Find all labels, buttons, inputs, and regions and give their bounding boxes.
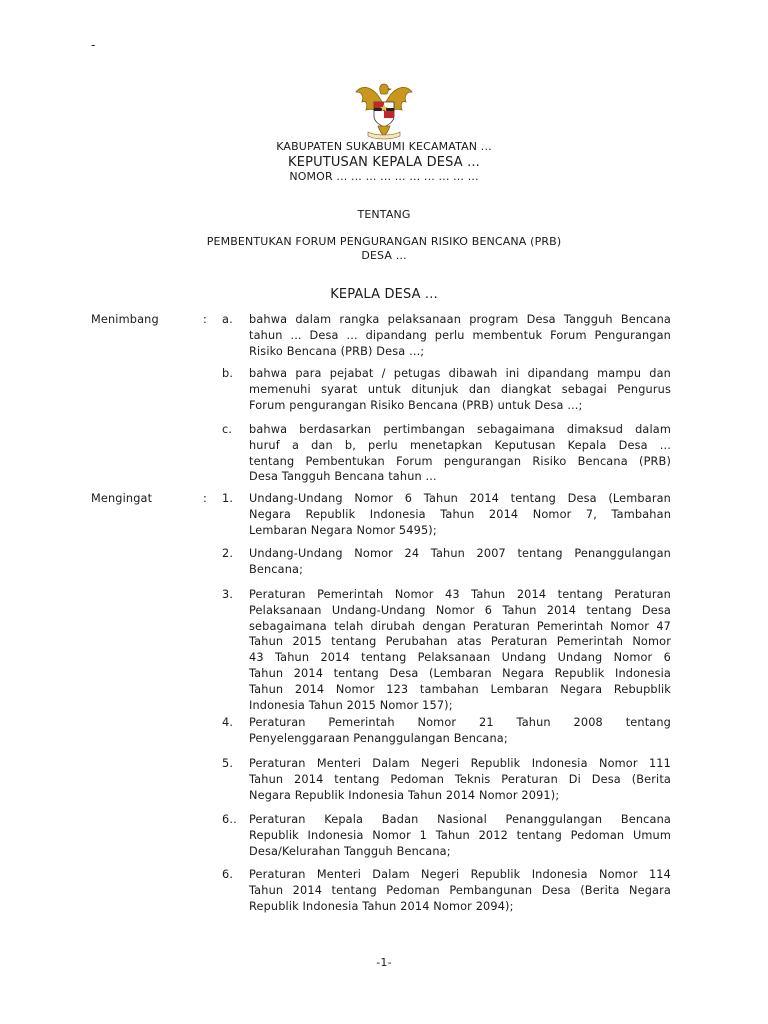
text-line: Forum pengurangan Risiko Bencana (PRB) untuk Desa ...; (249, 398, 583, 412)
text-line: Republik Indonesia Nomor 1 Tahun 2012 tentang Pedoman Umum (249, 828, 671, 842)
nomor-line: NOMOR ... ... ... ... ... ... ... ... ... ... (289, 170, 479, 183)
text-line: Tahun 2014 Nomor 123 tambahan Lembaran Negara Rebupblik (249, 682, 671, 696)
item-marker: 1. (222, 492, 234, 505)
text-line: bahwa para pejabat / petugas dibawah ini dipandang mampu dan (249, 367, 671, 380)
text-line: Lembaran Negara Nomor 5495); (249, 523, 437, 537)
text-line: Peraturan Kepala Badan Nasional Penanggulangan Bencana (249, 813, 671, 826)
item-marker: 2. (222, 547, 234, 560)
item-text (249, 312, 671, 359)
item-marker: 6.. (222, 813, 237, 826)
text-line: Undang-Undang Nomor 24 Tahun 2007 tentang Penanggulangan (249, 547, 671, 560)
item-text (249, 812, 671, 859)
text-line: Desa Tangguh Bencana tahun ... (249, 470, 437, 484)
item-text (249, 546, 671, 578)
item-text (249, 422, 671, 485)
text-line: tahun ... Desa ... dipandang perlu membentuk Forum Pengurangan (249, 328, 671, 342)
mengingat-colon: : (203, 492, 207, 505)
kabupaten-heading: KABUPATEN SUKABUMI KECAMATAN ... (276, 140, 492, 153)
text-line: tentang Pembentukan Forum pengurangan Risiko Bencana (PRB) (249, 454, 671, 468)
item-text (249, 491, 671, 538)
text-line: Tahun 2014 tentang Desa (Lembaran Negara Republik Indonesia (249, 666, 671, 680)
text-line: Negara Republik Indonesia Tahun 2014 Nomor 2091); (249, 788, 560, 802)
item-text (249, 715, 671, 747)
document-title: KEPUTUSAN KEPALA DESA ... (288, 155, 480, 170)
text-line: memenuhi syarat untuk ditunjuk dan diangkat sebagai Pengurus (249, 382, 671, 396)
official-heading: KEPALA DESA ... (330, 287, 438, 302)
text-line: Undang-Undang Nomor 6 Tahun 2014 tentang Desa (Lembaran (249, 492, 671, 505)
text-line: Tahun 2015 tentang Perubahan atas Peraturan Pemerintah Nomor (249, 635, 671, 649)
text-line: Indonesia Tahun 2015 Nomor 157); (249, 698, 453, 712)
text-line: bahwa berdasarkan pertimbangan sebagaimana dimaksud dalam (249, 423, 671, 436)
text-line: Desa/Kelurahan Tangguh Bencana; (249, 844, 451, 858)
garuda-emblem-icon (352, 80, 416, 140)
item-marker: 4. (222, 716, 234, 729)
text-line: Bencana; (249, 562, 304, 576)
item-marker: 5. (222, 757, 234, 770)
text-line: huruf a dan b, perlu menetapkan Keputusan Kepala Desa ... (249, 438, 671, 452)
text-line: Penyelenggaraan Penanggulangan Bencana; (249, 731, 508, 745)
page-number: -1- (376, 956, 392, 969)
item-text (249, 867, 671, 914)
item-marker: 6. (222, 868, 234, 881)
text-line: Peraturan Menteri Dalam Negeri Republik Indonesia Nomor 111 (249, 757, 671, 770)
text-line: Risiko Bencana (PRB) Desa ...; (249, 344, 425, 358)
top-mark: - (91, 38, 96, 52)
subject-line-1: PEMBENTUKAN FORUM PENGURANGAN RISIKO BENCANA (PRB) (206, 235, 562, 248)
text-line: sebagaimana telah dirubah dengan Peraturan Pemerintah Nomor 47 (249, 619, 671, 633)
item-marker: a. (222, 313, 233, 326)
text-line: Negara Republik Indonesia Tahun 2014 Nomor 7, Tambahan (249, 507, 671, 521)
text-line: Peraturan Menteri Dalam Negeri Republik Indonesia Nomor 114 (249, 868, 671, 881)
text-line: Peraturan Pemerintah Nomor 21 Tahun 2008 tentang (249, 716, 671, 729)
item-text (249, 366, 671, 413)
menimbang-colon: : (203, 313, 207, 326)
text-line: Pelaksanaan Undang-Undang Nomor 6 Tahun 2014 tentang Desa (249, 603, 671, 617)
text-line: Republik Indonesia Tahun 2014 Nomor 2094); (249, 899, 514, 913)
item-text (249, 756, 671, 803)
item-marker: b. (222, 367, 234, 380)
text-line: bahwa dalam rangka pelaksanaan program Desa Tangguh Bencana (249, 313, 671, 326)
subject-line-2: DESA ... (361, 249, 407, 262)
text-line: Tahun 2014 tentang Pedoman Teknis Peraturan Di Desa (Berita (249, 772, 671, 786)
text-line: 43 Tahun 2014 tentang Pelaksanaan Undang Undang Nomor 6 (249, 651, 671, 665)
mengingat-label: Mengingat (91, 492, 153, 505)
item-marker: 3. (222, 588, 234, 601)
text-line: Tahun 2014 tentang Pedoman Pembangunan Desa (Berita Negara (249, 883, 671, 897)
tentang-heading: TENTANG (357, 208, 411, 221)
item-text (249, 587, 671, 713)
item-marker: c. (222, 423, 233, 436)
text-line: Peraturan Pemerintah Nomor 43 Tahun 2014 tentang Peraturan (249, 588, 671, 601)
menimbang-label: Menimbang (91, 313, 159, 326)
